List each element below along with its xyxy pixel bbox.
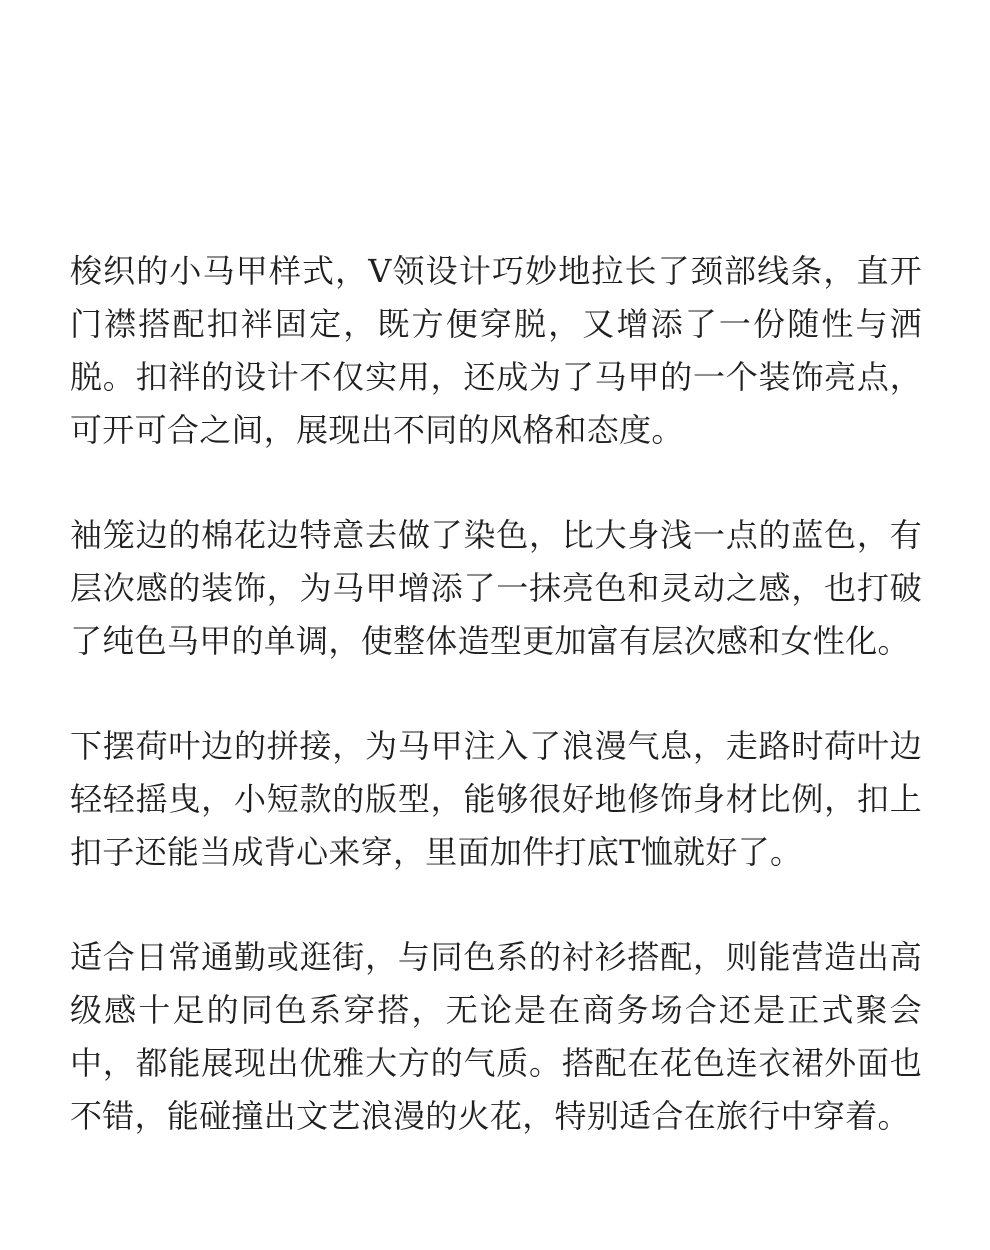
article-body — [70, 245, 922, 1195]
paragraph-vest-style: 梭织的小马甲样式，V领设计巧妙地拉长了颈部线条，直开门襟搭配扣袢固定，既方便穿脱，又增添了一份随性与洒脱。扣袢的设计不仅实用，还成为了马甲的一个装饰亮点，可开可合之间，展现出不同的风格和态度。 — [70, 252, 922, 449]
paragraph-armhole-trim: 袖笼边的棉花边特意去做了染色，比大身浅一点的蓝色，有层次感的装饰，为马甲增添了一抹亮色和灵动之感，也打破了纯色马甲的单调，使整体造型更加富有层次感和女性化。 — [70, 516, 922, 660]
paragraph-styling-suggestions: 适合日常通勤或逛街，与同色系的衬衫搭配，则能营造出高级感十足的同色系穿搭，无论是在商务场合还是正式聚会中，都能展现出优雅大方的气质。搭配在花色连衣裙外面也不错，能碰撞出文艺浪漫的火花，特别适合在旅行中穿着。 — [70, 938, 922, 1135]
paragraph-ruffle-hem: 下摆荷叶边的拼接，为马甲注入了浪漫气息，走路时荷叶边轻轻摇曳，小短款的版型，能够很好地修饰身材比例，扣上扣子还能当成背心来穿，里面加件打底T恤就好了。 — [70, 727, 922, 871]
